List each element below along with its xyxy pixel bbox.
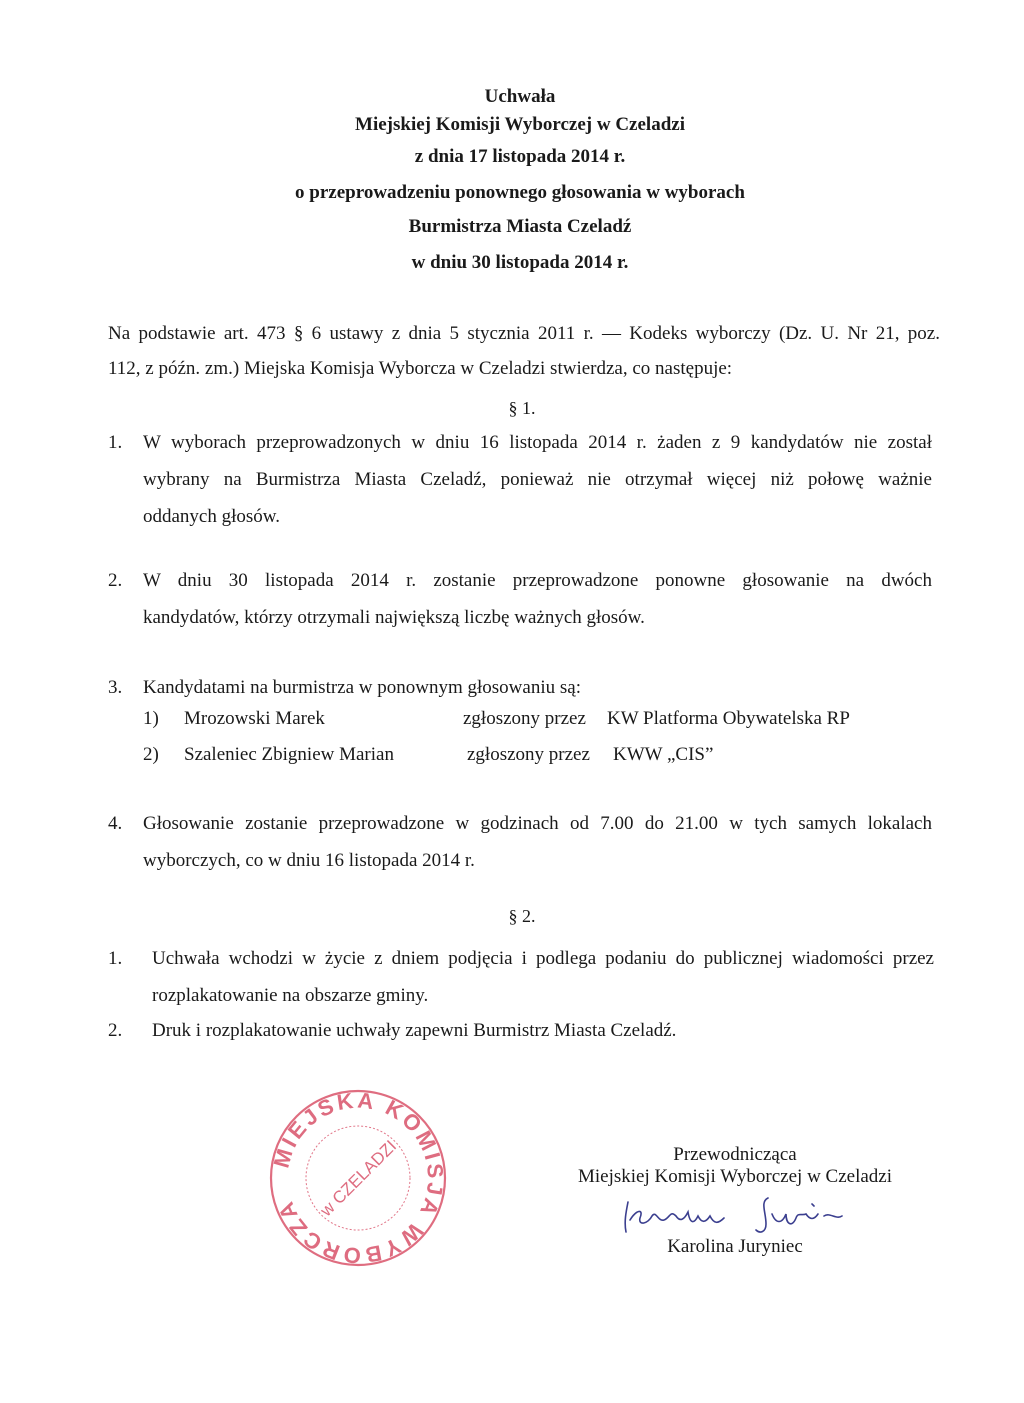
doc-issuer: Miejskiej Komisji Wyborczej w Czeladzi <box>355 114 685 135</box>
candidate-submitted-by: zgłoszony przez <box>467 744 590 765</box>
stamp-inner-text: w CZELADZI <box>316 1136 401 1221</box>
item-text: Kandydatami na burmistrza w ponownym głosowaniu są: <box>143 677 581 698</box>
candidate-committee: KWW „CIS” <box>613 744 714 765</box>
preamble <box>108 316 940 386</box>
candidate-committee: KW Platforma Obywatelska RP <box>607 708 850 729</box>
preamble-line: 112, z późn. zm.) Miejska Komisja Wyborcza w Czeladzi stwierdza, co następuje: <box>108 358 733 379</box>
official-stamp <box>268 1088 448 1268</box>
signatory-role: Przewodnicząca <box>673 1144 797 1165</box>
doc-subject-line2: Burmistrza Miasta Czeladź <box>408 216 632 237</box>
signatory-name: Karolina Juryniec <box>667 1236 803 1257</box>
item-number: 1. <box>108 948 123 969</box>
item-text: W wyborach przeprowadzonych w dniu 16 listopada 2014 r. żaden z 9 kandydatów nie został wybrany na Burmistrza Miasta Czeladź, ponieważ nie otrzymał więcej niż połowę ważnie oddanych głosów. <box>143 432 932 527</box>
candidate-name: Mrozowski Marek <box>184 708 325 729</box>
item-number: 1. <box>108 432 123 453</box>
candidate-number: 1) <box>143 708 159 729</box>
item-number: 4. <box>108 813 123 834</box>
preamble-line: Na podstawie art. 473 § 6 ustawy z dnia 5 stycznia 2011 r. — Kodeks wyborczy (Dz. U. Nr 21, poz. <box>108 323 940 344</box>
doc-subject: o przeprowadzeniu ponownego głosowania w wyborach <box>295 182 745 203</box>
signatory-body: Miejskiej Komisji Wyborczej w Czeladzi <box>577 1166 893 1187</box>
doc-subject-line3: w dniu 30 listopada 2014 r. <box>411 252 629 273</box>
section-heading-2: § 2. <box>508 906 536 926</box>
section-heading-1: § 1. <box>508 398 536 418</box>
handwritten-signature <box>600 1190 870 1240</box>
candidate-name: Szaleniec Zbigniew Marian <box>184 744 394 765</box>
stamp-outer-text: MIEJSKA KOMISJA WYBORCZA <box>268 1088 448 1268</box>
doc-title: Uchwała <box>484 86 556 107</box>
candidate-submitted-by: zgłoszony przez <box>463 708 586 729</box>
item-number: 3. <box>108 677 123 698</box>
doc-date: z dnia 17 listopada 2014 r. <box>414 146 626 167</box>
item-number: 2. <box>108 570 123 591</box>
item-number: 2. <box>108 1020 123 1041</box>
candidate-number: 2) <box>143 744 159 765</box>
item-text: Głosowanie zostanie przeprowadzone w godzinach od 7.00 do 21.00 w tych samych lokalach wyborczych, co w dniu 16 listopada 2014 r. <box>143 813 932 871</box>
item-text: Uchwała wchodzi w życie z dniem podjęcia i podlega podaniu do publicznej wiadomości przez rozplakatowanie na obszarze gminy. <box>152 948 934 1006</box>
item-text: Druk i rozplakatowanie uchwały zapewni Burmistrz Miasta Czeladź. <box>152 1020 677 1041</box>
item-text: W dniu 30 listopada 2014 r. zostanie przeprowadzone ponowne głosowanie na dwóch kandydatów, którzy otrzymali największą liczbę ważnych głosów. <box>143 570 932 628</box>
